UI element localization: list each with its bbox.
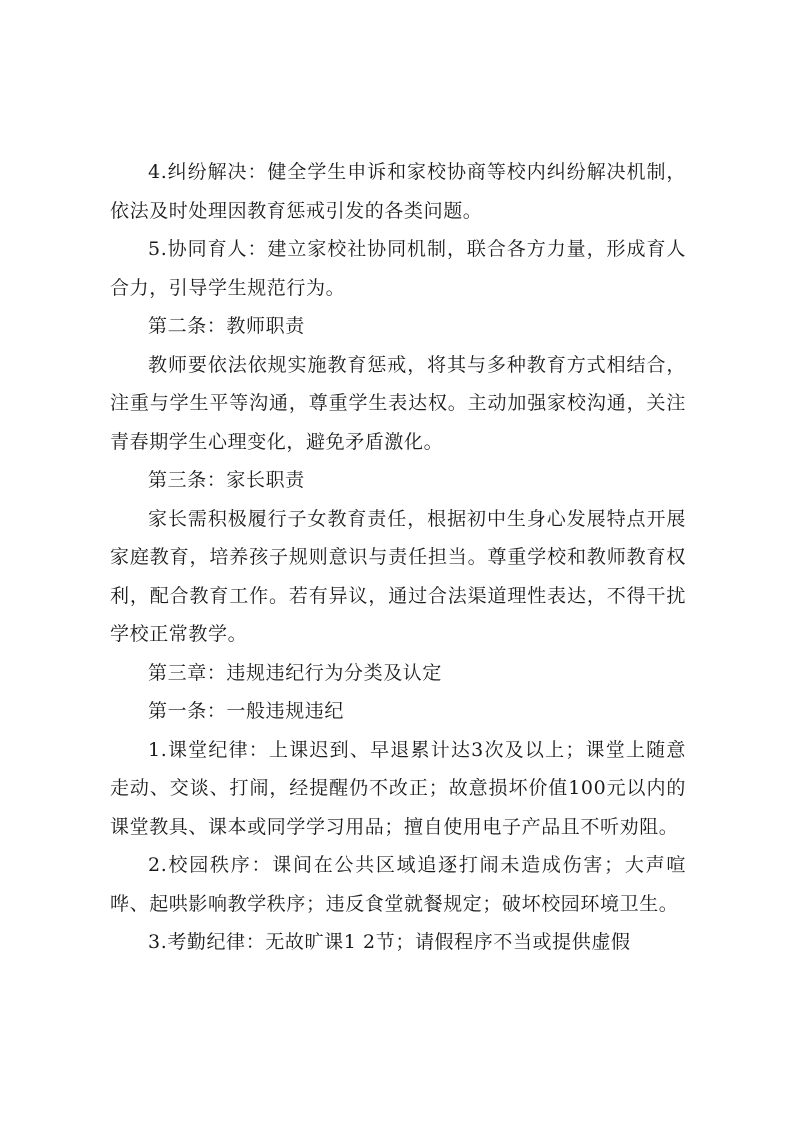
document-body (110, 153, 686, 962)
heading-parent-duties: 第三条：家长职责 (148, 469, 305, 491)
paragraph-dispute-resolution: 4.纠纷解决：健全学生申诉和家校协商等校内纠纷解决机制，依法及时处理因教育惩戒引发的各类问题。 (110, 161, 686, 222)
paragraph-parent-duties: 家长需积极履行子女教育责任，根据初中生身心发展特点开展家庭教育，培养孩子规则意识与责任担当。尊重学校和教师教育权利，配合教育工作。若有异议，通过合法渠道理性表达，不得干扰学校正常教学。 (110, 507, 686, 645)
paragraph-collaborative-education: 5.协同育人：建立家校社协同机制，联合各方力量，形成育人合力，引导学生规范行为。 (110, 238, 686, 299)
paragraph-attendance-discipline: 3.考勤纪律：无故旷课1 2节；请假程序不当或提供虚假 (148, 931, 631, 953)
paragraph-campus-order: 2.校园秩序：课间在公共区域追逐打闹未造成伤害；大声喧哗、起哄影响教学秩序；违反食堂就餐规定；破坏校园环境卫生。 (110, 854, 686, 915)
heading-chapter-three: 第三章：违规违纪行为分类及认定 (148, 661, 443, 684)
heading-general-violations: 第一条：一般违规违纪 (148, 700, 345, 722)
paragraph-classroom-discipline: 1.课堂纪律：上课迟到、早退累计达3次及以上；课堂上随意走动、交谈、打闹，经提醒仍不改正；故意损坏价值100元以内的课堂教具、课本或同学学习用品；擅自使用电子产品且不听劝阻。 (110, 738, 686, 838)
paragraph-teacher-duties: 教师要依法依规实施教育惩戒，将其与多种教育方式相结合，注重与学生平等沟通，尊重学生表达权。主动加强家校沟通，关注青春期学生心理变化，避免矛盾激化。 (110, 353, 686, 453)
heading-teacher-duties: 第二条：教师职责 (148, 315, 305, 337)
